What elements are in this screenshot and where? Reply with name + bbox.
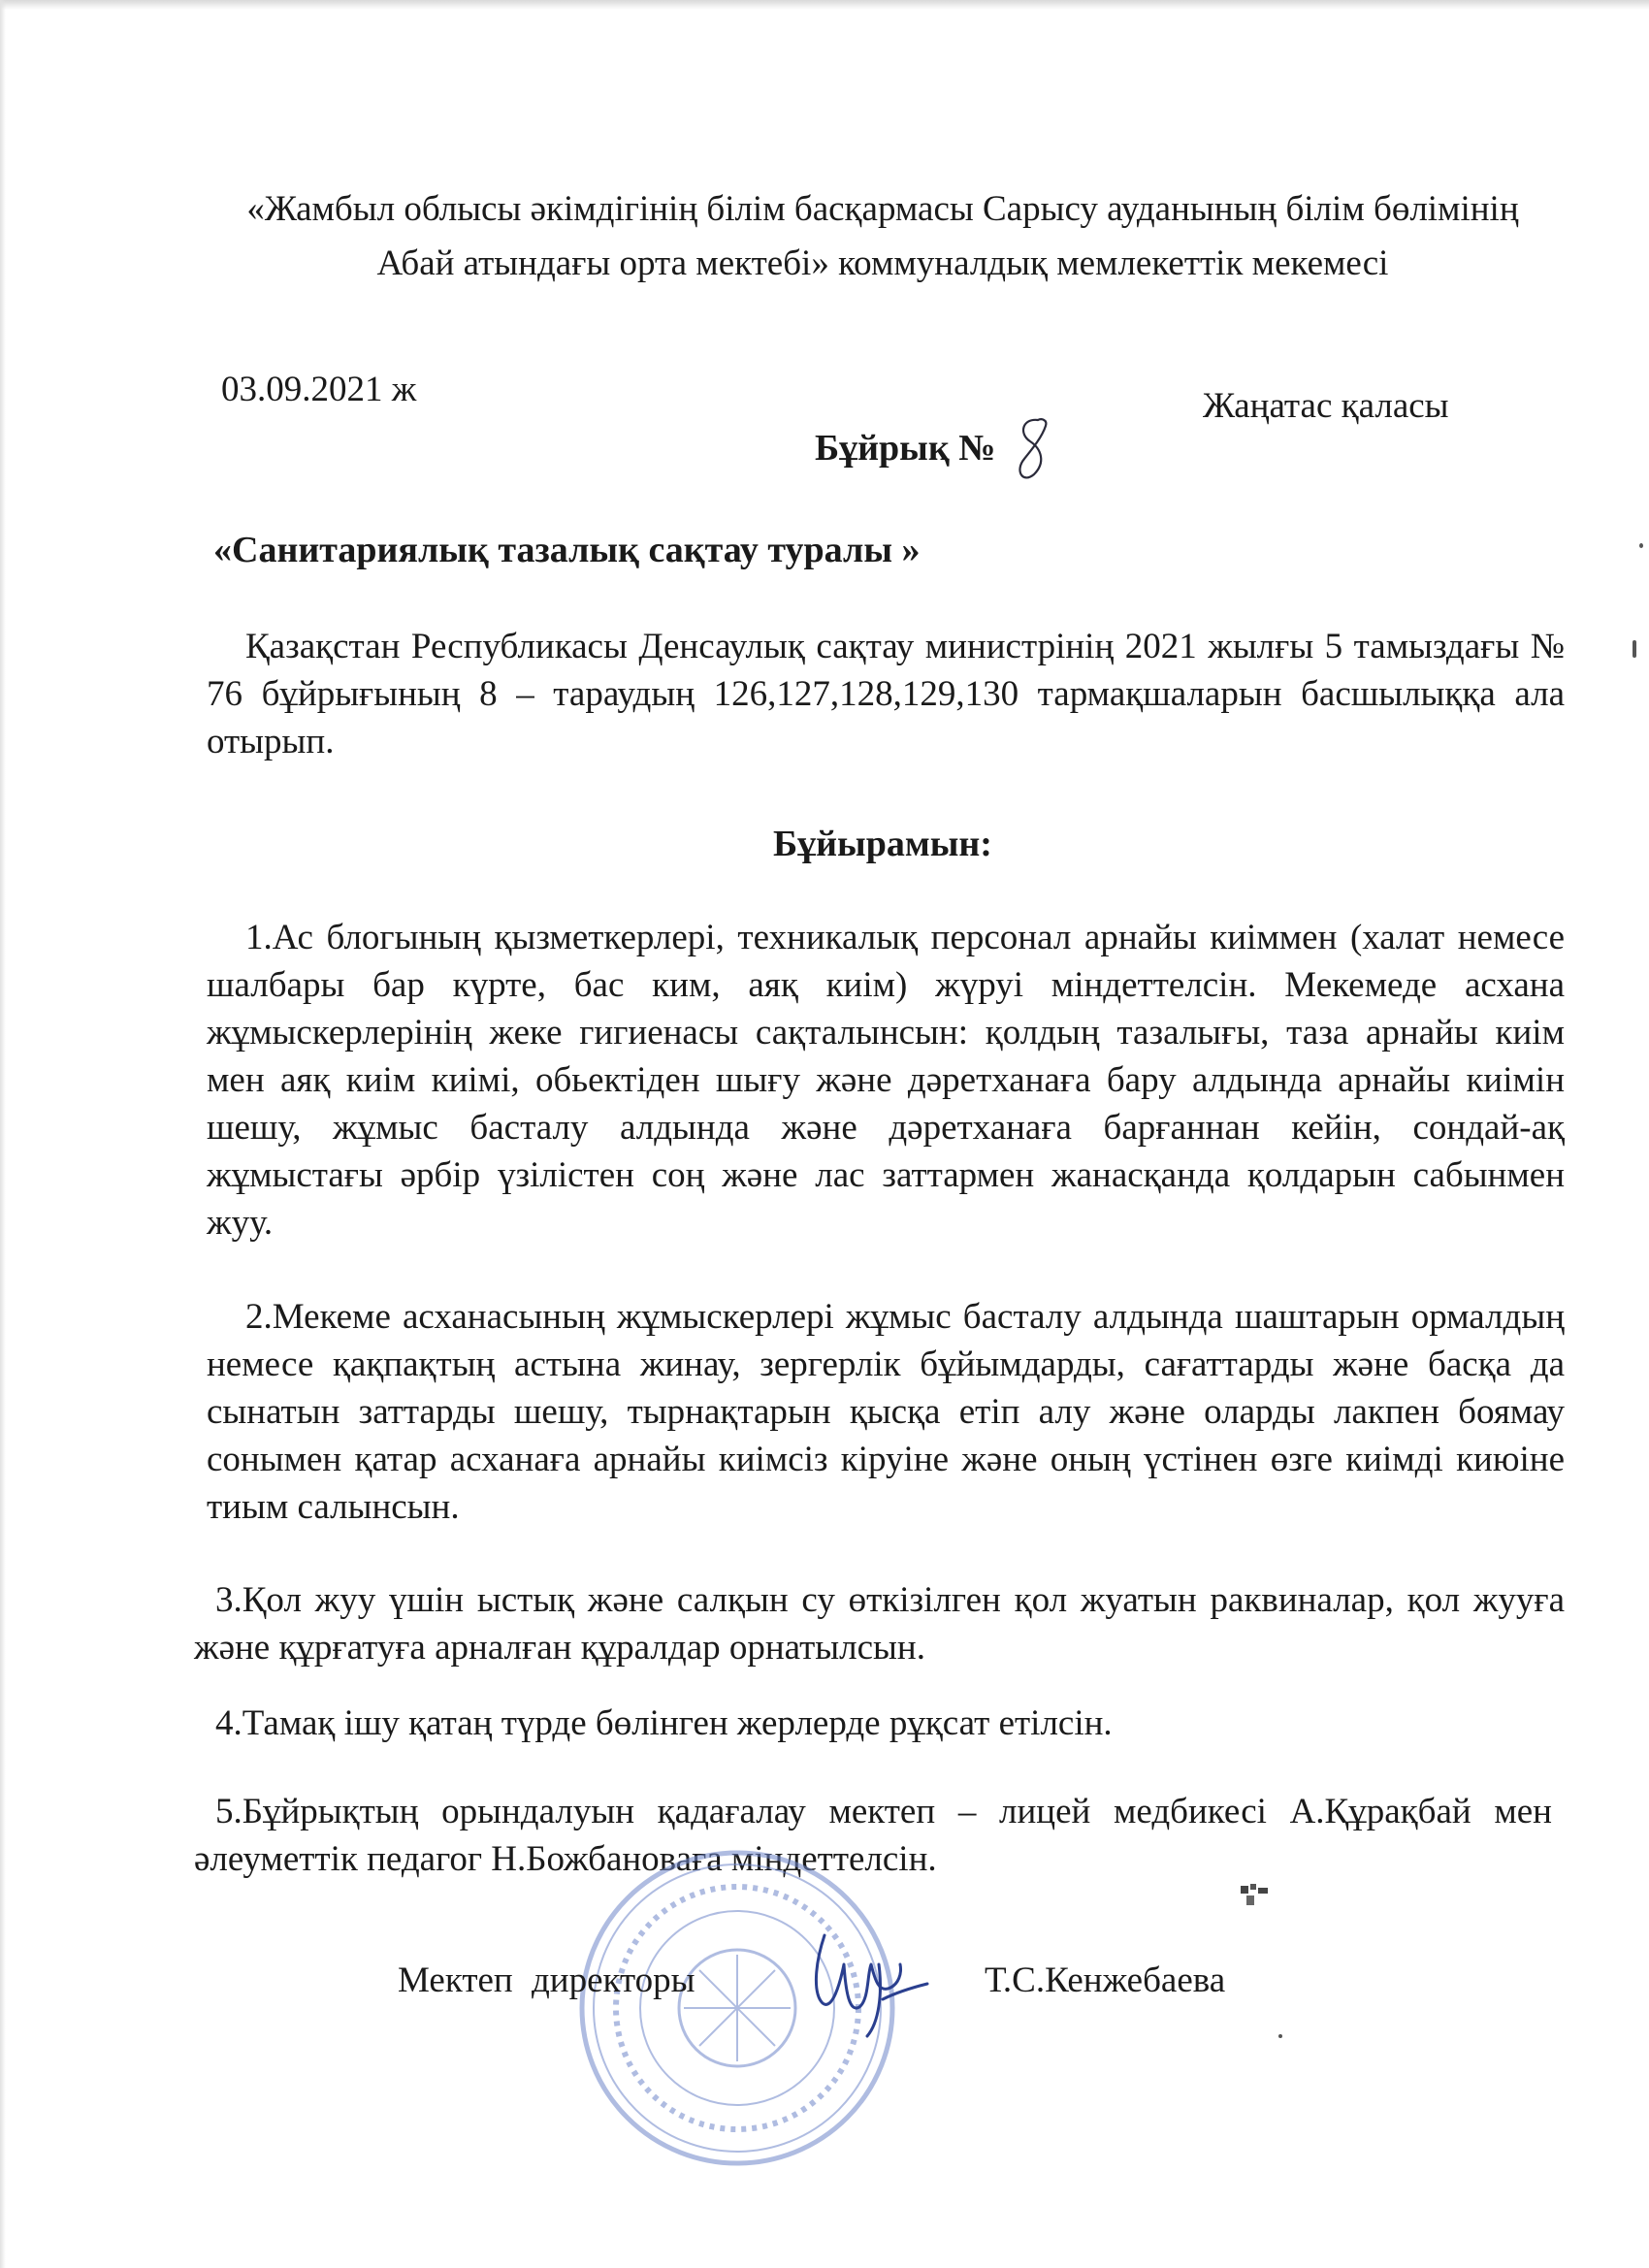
order-title: Бұйрық № [815,428,996,469]
scan-edge [0,0,1649,10]
order-date: 03.09.2021 ж [221,370,417,409]
decree-heading [0,823,1649,865]
header-line-2: Абай атындағы орта мектебі» коммуналдық мемлекеттік мекемесі [376,243,1389,283]
signatory-position: Мектеп директоры [398,1960,695,2000]
decree-item-2: 2.Мекеме асханасының жұмыскерлері жұмыс басталу алдында шаштарын ормалдың немесе қақпақтың астына жинау, зергерлік бұйымдарды, сағаттарды және басқа да сынатын заттарды шешу, тырнақтарын қысқа етіп алу және оларды лакпен боямау сонымен қатар асханаға арнайы киімсіз кіруіне және оның үстінен өзге киімді киюіне тиым салынсын. [207,1297,1565,1527]
decree-item-5: 5.Бұйрықтың орындалуын қадағалау мектеп – лицей медбикесі А.Құрақбай мен әлеуметтік педагог Н.Божбановаға міндеттелсін. [194,1792,1552,1879]
scan-speck [1639,543,1643,548]
order-subject: «Санитариялық тазалық сақтау туралы » [213,530,921,570]
intro-paragraph: Қазақстан Республикасы Денсаулық сақтау министрінің 2021 жылғы 5 тамыздағы № 76 бұйрығының 8 – тараудың 126,127,128,129,130 тармақшаларын басшылыққа ала отырып. [207,627,1565,761]
order-city: Жаңатас қаласы [1203,386,1449,426]
decree-item-1: 1.Ас блогының қызметкерлері, техникалық персонал арнайы киіммен (халат немесе шалбары бар күрте, бас ким, аяқ киім) жүруі міндеттелсін. Мекемеде асхана жұмыскерлерінің жеке гигиенасы сақталынсын: қолдың тазалығы, таза арнайы киім мен аяқ киім киімі, обьектіден шығу және дәретханаға бару алдында арнайы киімін шешу, жұмыс басталу алдында және дәретханаға барғаннан кейін, сондай-ақ жұмыстағы әрбір үзілістен соң және лас заттармен жанасқанда қолдарын сабынмен жуу. [207,918,1565,1243]
decree-item-3: 3.Қол жуу үшін ыстық және салқын су өткізілген қол жуатын раквиналар, қол жууға және құрғатуға арналған құралдар орнатылсын. [194,1580,1565,1668]
scan-edge [0,0,6,2268]
scan-artifact [1237,1882,1276,1911]
scan-speck [1278,2034,1282,2038]
scan-speck [1633,640,1636,658]
director-signature [786,1906,931,2042]
handwritten-order-number [1009,412,1057,490]
signatory-name: Т.С.Кенжебаева [985,1960,1226,2000]
decree-word: Бұйырамын: [773,824,992,864]
decree-item-4: 4.Тамақ ішу қатаң түрде бөлінген жерлерде рұқсат етілсін. [215,1703,1113,1743]
header-line-1: «Жамбыл облысы әкімдігінің білім басқармасы Сарысу ауданының білім бөлімінің [246,189,1519,229]
organization-header [194,182,1571,291]
